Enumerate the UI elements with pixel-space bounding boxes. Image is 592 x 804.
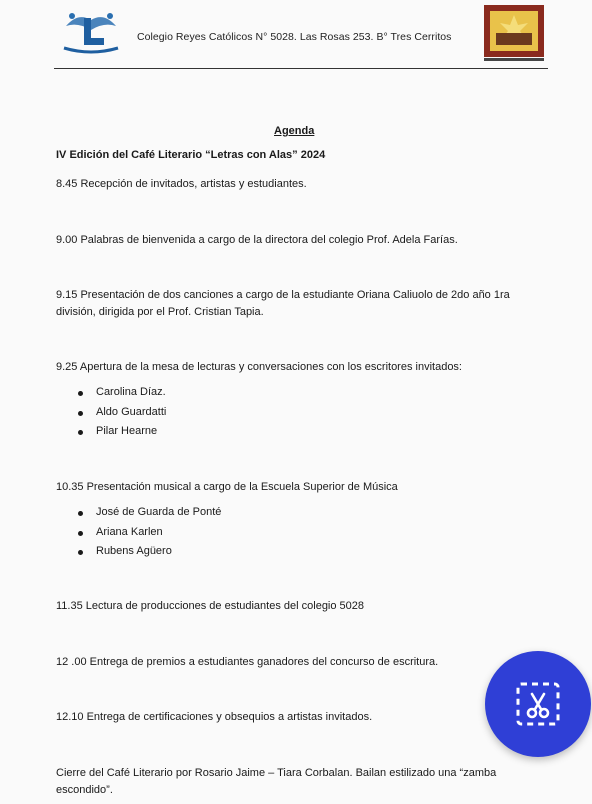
- screenshot-crop-button[interactable]: [485, 651, 591, 757]
- agenda-item: 9.15 Presentación de dos canciones a cargo de la estudiante Oriana Caliuolo de 2do año 1ra división, dirigida por el Prof. Cristian Tapia.: [56, 289, 510, 318]
- agenda-item: 10.35 Presentación musical a cargo de la Escuela Superior de Música: [56, 481, 398, 493]
- musicians-list: [78, 503, 221, 562]
- screenshot-crop-icon: [514, 680, 562, 728]
- document-header: [0, 0, 592, 72]
- invited-writers-list: [78, 383, 166, 442]
- header-divider: [54, 68, 548, 69]
- agenda-title: Agenda: [274, 125, 315, 137]
- list-item: Rubens Agüero: [78, 542, 221, 562]
- agenda-item: 9.25 Apertura de la mesa de lecturas y conversaciones con los escritores invitados:: [56, 361, 462, 373]
- school-logo-left: [58, 6, 124, 62]
- list-item: Aldo Guardatti: [78, 403, 166, 423]
- school-address: Colegio Reyes Católicos N° 5028. Las Rosas 253. B° Tres Cerritos: [137, 31, 452, 43]
- list-item: Carolina Díaz.: [78, 383, 166, 403]
- agenda-item: 9.00 Palabras de bienvenida a cargo de la directora del colegio Prof. Adela Farías.: [56, 234, 458, 246]
- agenda-item: 8.45 Recepción de invitados, artistas y estudiantes.: [56, 178, 307, 190]
- list-item: José de Guarda de Ponté: [78, 503, 221, 523]
- school-crest-right: [482, 3, 546, 63]
- agenda-item: 12.10 Entrega de certificaciones y obsequios a artistas invitados.: [56, 711, 373, 723]
- agenda-item: 12 .00 Entrega de premios a estudiantes ganadores del concurso de escritura.: [56, 656, 439, 668]
- agenda-item: 11.35 Lectura de producciones de estudiantes del colegio 5028: [56, 600, 365, 612]
- list-item: Pilar Hearne: [78, 422, 166, 442]
- agenda-item: Cierre del Café Literario por Rosario Jaime – Tiara Corbalan. Bailan estilizado una “zamba escondido”.: [56, 767, 497, 796]
- edition-heading: IV Edición del Café Literario “Letras con Alas” 2024: [56, 149, 326, 161]
- list-item: Ariana Karlen: [78, 523, 221, 543]
